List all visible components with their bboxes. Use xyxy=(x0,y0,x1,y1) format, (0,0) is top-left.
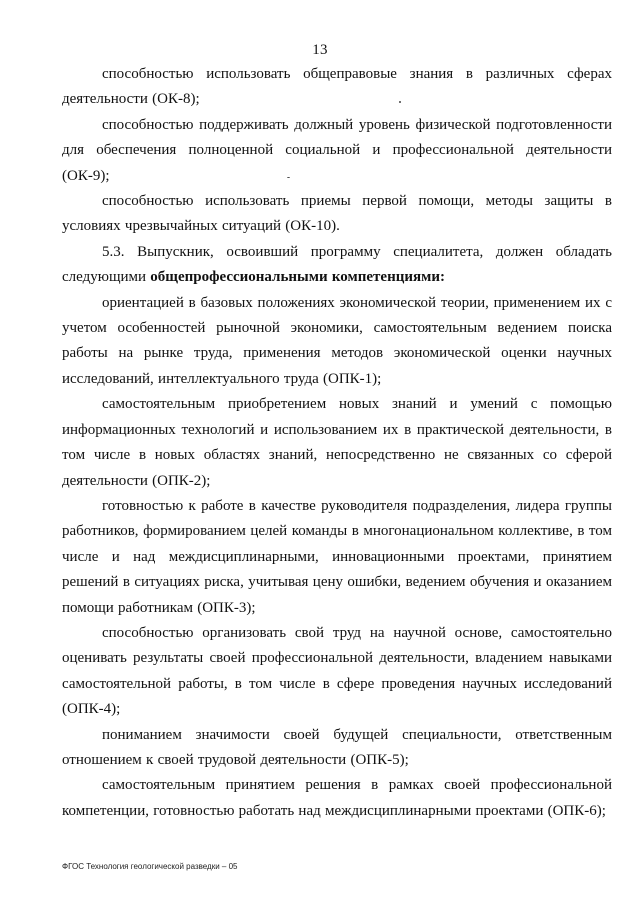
paragraph-ok9: способностью поддерживать должный уровень физической подготовленности для обеспечения полноценной социальной и профессиональной деятельности (ОК-9); xyxy=(62,116,612,184)
section-5-3-intro: 5.3. Выпускник, освоивший программу специалитета, должен обладать следующими xyxy=(62,243,612,286)
paragraph-opk4: способностью организовать свой труд на научной основе, самостоятельно оценивать результаты своей профессиональной деятельности, владением навыками самостоятельной работы, в том числе в сфере проведения научных исследований (ОПК-4); xyxy=(62,624,612,718)
document-body xyxy=(62,62,612,824)
paragraph-ok8: способностью использовать общеправовые знания в различных сферах деятельности (ОК-8); xyxy=(62,66,612,108)
paragraph-section-5-3 xyxy=(62,240,612,291)
page-number: 13 xyxy=(312,42,328,58)
section-5-3-heading: общепрофессиональными компетенциями: xyxy=(150,269,445,286)
paragraph-opk3: готовностью к работе в качестве руководителя подразделения, лидера группы работников, формированием целей команды в многонациональном коллективе, в том числе и над междисциплинарными, инновационными проектами, принятием решений в ситуациях риска, учитывая цену ошибки, ведением обучения и оказанием помощи работникам (ОПК-3); xyxy=(62,497,612,616)
page-footer: ФГОС Технология геологической разведки – 05 xyxy=(62,862,238,871)
paragraph-opk1: ориентацией в базовых положениях экономической теории, применением их с учетом особенностей рыночной экономики, самостоятельным ведением поиска работы на рынке труда, применения методов экономической оценки научных исследований, интеллектуального труда (ОПК-1); xyxy=(62,294,612,387)
scan-speck xyxy=(287,177,290,178)
paragraph-ok10: способностью использовать приемы первой помощи, методы защиты в условиях чрезвычайных ситуаций (ОК-10). xyxy=(62,193,612,235)
paragraph-opk2: самостоятельным приобретением новых знаний и умений с помощью информационных технологий и использованием их в практической деятельности, в том числе в новых областях знаний, непосредственно не связанных со сферой деятельности (ОПК-2); xyxy=(62,396,612,489)
scan-speck xyxy=(399,101,401,103)
paragraph-opk6: самостоятельным принятием решения в рамках своей профессиональной компетенции, готовностью работать над междисциплинарными проектами (ОПК-6); xyxy=(62,777,612,819)
paragraph-opk5: пониманием значимости своей будущей специальности, ответственным отношением к своей трудовой деятельности (ОПК-5); xyxy=(62,726,612,768)
